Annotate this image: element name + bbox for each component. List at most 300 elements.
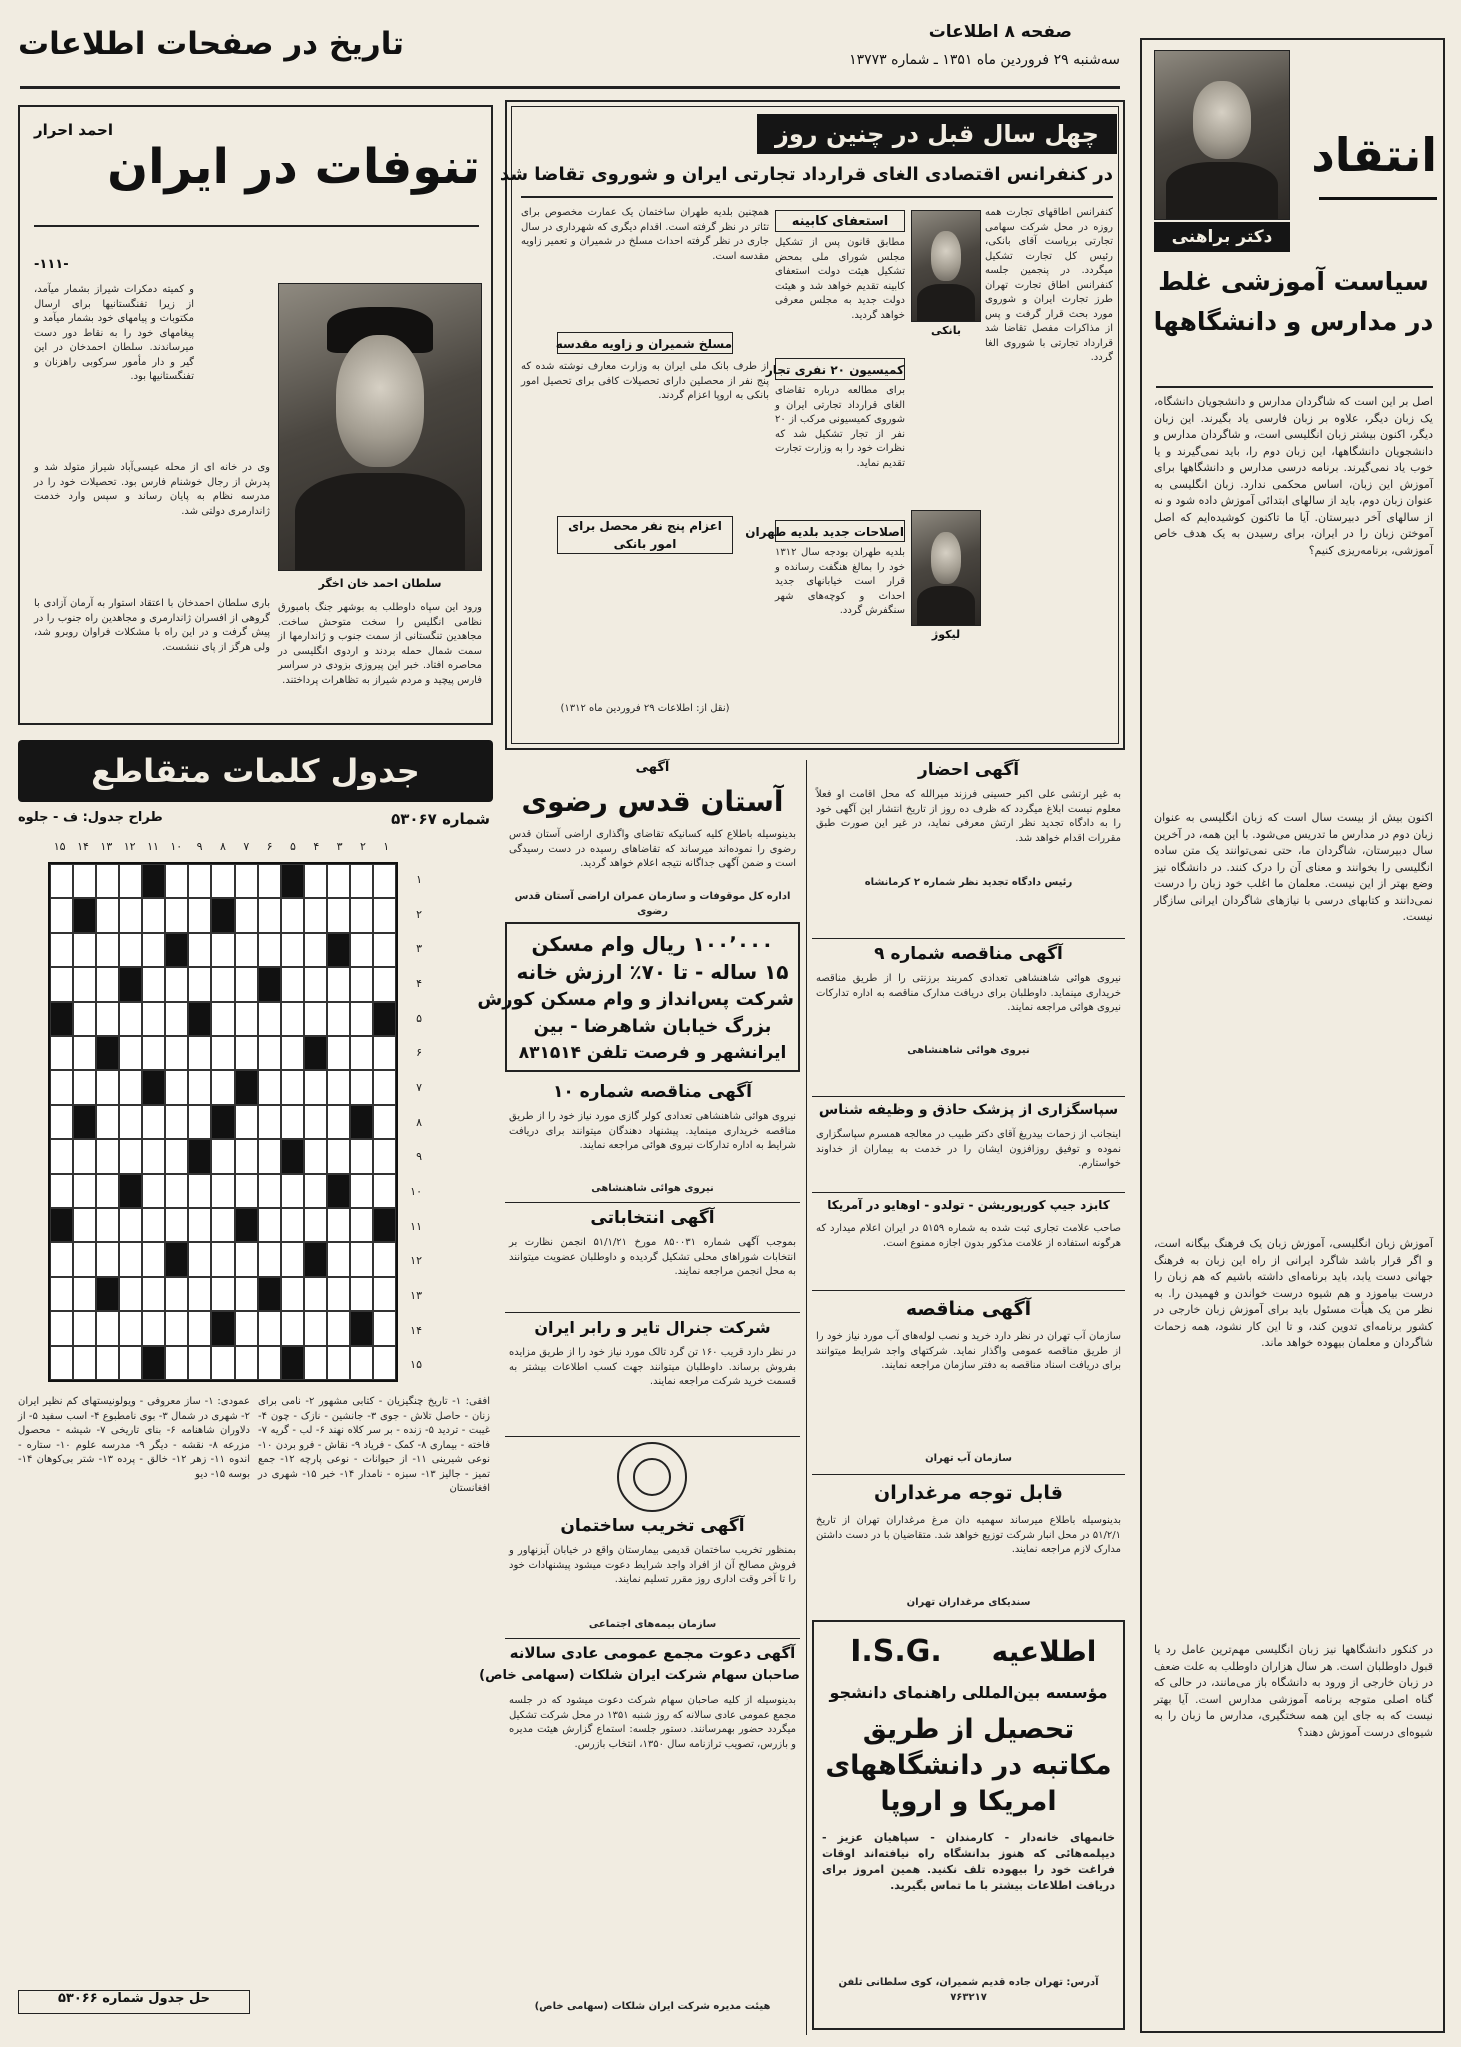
crossword-cell (165, 1346, 188, 1380)
ahrar-text-4: باری سلطان احمدخان با اعتقاد استوار به آرمان آزادی با گروهی از افسران ژاندارمری و مجاهدین راه جنوب را در پیش گرفت و در این راه با مشکلات فراوان روبرو شد، ولی هرگز از پای ننشست. (34, 598, 270, 653)
crossword-cell (258, 1036, 281, 1070)
crossword-black-cell (50, 1002, 73, 1036)
crossword-cell (73, 1174, 96, 1208)
crossword-cell (165, 1036, 188, 1070)
dispatch-text: از طرف بانک ملی ایران به وزارت معارف نوشته شده که پنج نفر از محصلین دارای تحصیلات کافی برای تحصیل امور بانکی به اروپا اعزام گردند. (521, 361, 769, 401)
crossword-cell (350, 1070, 373, 1104)
crossword-cell (281, 967, 304, 1001)
page-label: صفحه ۸ اطلاعات (928, 22, 1072, 42)
crossword-cell (350, 898, 373, 932)
crossword-cell (235, 1311, 258, 1345)
crossword-black-cell (50, 1208, 73, 1242)
crossword-cell (142, 1208, 165, 1242)
crossword-cell (327, 1070, 350, 1104)
crossword-cell (211, 1139, 234, 1173)
crossword-cell (350, 933, 373, 967)
crossword-cell (142, 933, 165, 967)
tender10-footer: نیروی هوائی شاهنشاهی (591, 1183, 714, 1194)
crossword-cell (142, 1036, 165, 1070)
reform-head: اصلاحات جدید بلدیه طهران (775, 520, 905, 542)
assembly-subtitle: صاحبان سهام شرکت ایران شلکات (سهامی خاص) (479, 1668, 800, 1683)
ahrar-title: تنوفات در ایران (107, 139, 480, 195)
crossword-cell (165, 1002, 188, 1036)
caption-banki: بانکی (931, 324, 961, 337)
crossword-cell (235, 1036, 258, 1070)
crossword-cell (165, 1208, 188, 1242)
crossword-cell (327, 967, 350, 1001)
crossword-cell (142, 1105, 165, 1139)
crossword-cell (304, 1277, 327, 1311)
crossword-black-cell (235, 1070, 258, 1104)
crossword-cell (258, 1208, 281, 1242)
crossword-black-cell (119, 1174, 142, 1208)
crossword-cell (235, 1105, 258, 1139)
crossword-cell (73, 1036, 96, 1070)
crossword-cell (327, 1242, 350, 1276)
isg-ad (812, 1620, 1125, 2030)
crossword-cell (211, 1070, 234, 1104)
crossword-cell (350, 967, 373, 1001)
crossword-cell (211, 864, 234, 898)
isg-address: آدرس: تهران جاده قدیم شمیران، کوی سلطانی تلفن ۷۶۳۲۱۷ (838, 1977, 1099, 2003)
crossword-cell (373, 1277, 396, 1311)
crossword-cell (165, 1311, 188, 1345)
crossword-cell (211, 1174, 234, 1208)
crossword-black-cell (350, 1311, 373, 1345)
crossword-cell (304, 1346, 327, 1380)
ads-column-left (477, 760, 800, 2035)
photo-likozh (911, 510, 981, 626)
crossword-cell (350, 1174, 373, 1208)
crossword-cell (50, 1174, 73, 1208)
crossword-black-cell (96, 1277, 119, 1311)
crossword-cell (96, 898, 119, 932)
summon-title: آگهی احضار (917, 760, 1020, 780)
crossword-cell (327, 1139, 350, 1173)
loan-line-4: بزرگ خیابان شاهرضا - بین (533, 1016, 772, 1037)
row-number: ۳ (416, 942, 422, 956)
crossword-cell (281, 1070, 304, 1104)
crossword-cell (142, 1174, 165, 1208)
summon-footer: رئیس دادگاه تجدید نظر شماره ۲ کرمانشاه (864, 877, 1073, 888)
crossword-cell (73, 864, 96, 898)
col-number: ۱۱ (147, 840, 159, 853)
row-number: ۴ (416, 976, 422, 990)
crossword-number: شماره ۵۳۰۶۷ (391, 810, 490, 828)
crossword-cell (350, 1242, 373, 1276)
crossword-cell (119, 1070, 142, 1104)
crossword-cell (258, 1002, 281, 1036)
crossword-black-cell (373, 1208, 396, 1242)
crossword-cell (350, 1002, 373, 1036)
crossword-cell (258, 1242, 281, 1276)
caption-likozh: لیکوژ (931, 628, 961, 641)
crossword-cell (350, 1346, 373, 1380)
assembly-title: آگهی دعوت مجمع عمومی عادی سالانه (509, 1644, 796, 1662)
col-number: ۳ (336, 840, 343, 853)
crossword-cell (304, 1070, 327, 1104)
crossword-cell (119, 1002, 142, 1036)
crossword-cell (142, 1277, 165, 1311)
quds-head: آگهی (635, 760, 670, 775)
quds-title: آستان قدس رضوی (521, 785, 784, 818)
ahrar-text-3: ورود این سپاه داوطلب به بوشهر جنگ بامبورق نظامی انگلیس را سخت متوحش ساخت. مجاهدین تنگستانی از سمت جنوب و ژاندارمها از سمت شمال حمله بردند و اردوی انگلیسی در محاصره افتاد. خبر این پیروزی بزودی در سراسر فارس پیچید و مردم شیراز به تظاهرات پرداختند. (278, 602, 482, 686)
crossword-cell (211, 1277, 234, 1311)
crossword-cell (304, 967, 327, 1001)
isg-subtitle: مؤسسه بین‌المللی راهنمای دانشجو (829, 1683, 1108, 1702)
crossword-cell (165, 1139, 188, 1173)
crossword-cell (188, 1346, 211, 1380)
col-number: ۱۰ (170, 840, 183, 853)
crossword-cell (235, 1277, 258, 1311)
ahrar-photo (278, 283, 482, 571)
crossword-cell (119, 1346, 142, 1380)
crossword-cell (235, 1346, 258, 1380)
crossword-cell (258, 1070, 281, 1104)
crossword-cell (373, 1036, 396, 1070)
ahrar-author: احمد احرار (34, 121, 113, 139)
isg-big-headline: تحصیل از طریق مکاتبه در دانشگاههای امریکا و اروپا (825, 1714, 1112, 1817)
crossword-cell (73, 1208, 96, 1242)
col-number: ۹ (196, 840, 203, 853)
intiqad-column (1140, 38, 1445, 2033)
crossword-cell (142, 1139, 165, 1173)
intiqad-body-2: اکنون بیش از بیست سال است که زبان انگلیسی به عنوان زبان دوم در مدارس ما تدریس می‌شود. با این همه، در آخرین سال دبیرستان، شاگردان ما، حتی نمی‌توانند یک متن ساده انگلیسی را بخوانند و معنای آن را درک کنند. در دانشگاه نیز وضع بهتر از این نیست. معلمان ما اغلب خود زبان را درست نمی‌دانند و کتابهای درسی با نیازهای شاگردان ایرانی سازگار نیست. (1154, 811, 1433, 923)
crossword-cell (211, 1208, 234, 1242)
crossword-cell (142, 967, 165, 1001)
row-number: ۶ (416, 1046, 422, 1060)
demolition-footer: سازمان بیمه‌های اجتماعی (588, 1619, 717, 1630)
column-numbers (48, 840, 398, 860)
crossword-cell (281, 1105, 304, 1139)
crossword-black-cell (142, 1346, 165, 1380)
tender-title: آگهی مناقصه (905, 1298, 1032, 1320)
tender10-text: نیروی هوائی شاهنشاهی تعدادی کولر گازی مورد نیاز خود را از طریق مناقصه خریداری مینماید. پیشنهاد دهندگان میتوانند برای دریافت شرایط به اداره تدارکات نیروی هوائی مراجعه نمایند. (509, 1111, 796, 1151)
intiqad-body-3: آموزش زبان انگلیسی، آموزش زبان یک فرهنگ بیگانه است، و اگر قرار باشد شاگرد ایرانی از راه این زبان به فرهنگ جهانی دست یابد، باید برنامه‌ای داشته باشیم که هم زبان را درست بیاموزد و هم شیوه درست خواندن و فهمیدن را. به نظر من یک هیأت مسئول باید برای آموزش زبان خارجی در کشور برنامه‌ای تدوین کند، و تا این کار نشود، همه زحمات شاگردان و معلمان بیهوده خواهد ماند. (1154, 1237, 1433, 1349)
poultry-footer: سندیکای مرغداران تهران (906, 1597, 1031, 1608)
row-number: ۱۳ (410, 1288, 422, 1302)
crossword-cell (235, 933, 258, 967)
crossword-cell (258, 898, 281, 932)
crossword-black-cell (211, 898, 234, 932)
crossword-cell (258, 864, 281, 898)
crossword-cell (165, 1277, 188, 1311)
crossword-cell (73, 933, 96, 967)
forty-years-box (499, 100, 1125, 750)
crossword-cell (188, 1242, 211, 1276)
col-number: ۱۲ (123, 840, 136, 853)
crossword-black-cell (73, 898, 96, 932)
loan-line-2: ۱۵ ساله - تا ۷۰٪ ارزش خانه (516, 960, 789, 984)
issue-date: سه‌شنبه ۲۹ فروردین ماه ۱۳۵۱ ـ شماره ۱۳۷۷۳ (849, 52, 1120, 68)
crossword-cell (119, 933, 142, 967)
crossword-cell (235, 967, 258, 1001)
col-number: ۱۴ (77, 840, 89, 853)
forty-years-subtitle: در کنفرانس اقتصادی الغای قرارداد تجارتی ایران و شوروی تقاضا شد (499, 164, 1113, 185)
crossword-cell (188, 1174, 211, 1208)
commission-head: کمیسیون ۲۰ نفری تجار (775, 358, 905, 380)
forty-years-intro: کنفرانس اطاقهای تجارت همه روزه در محل شرکت سهامی تجارتی بریاست آقای بانکی، رئیس کل تجارت تشکیل میگردد. در پنجمین جلسه کنفرانس اطاق تجارت تهران طرز تجارت ایران و شوروی مورد بحث قرار گرفت و پس از مذاکرات مفصل تقاضا شد قرارداد تجارتی با شوروی الغا گردد. (985, 207, 1113, 363)
col-number: ۱ (383, 840, 390, 853)
crossword-cell (350, 1139, 373, 1173)
crossword-cell (50, 898, 73, 932)
crossword-cell (304, 1105, 327, 1139)
intiqad-body-1: اصل بر این است که شاگردان مدارس و دانشجویان دانشگاه، یک زبان دیگر، علاوه بر زبان فارسی یاد بگیرند. این زبان دیگر، اکنون بیشتر زبان انگلیسی است، و شاگردان مدارس و دانشجویان دانشگاهها، این زبان دوم را، باید نمی‌گیرند و یا خوب یاد نمی‌گیرند. برنامه درسی مدارس و دانشگاهها برای آموزش این زبان، اساس محکمی ندارد. زبان انگلیسی به عنوان زبان دوم، باید از سالهای ابتدائی آموزش داده شود و نه از سالهای آخر دبیرستان. آیا ما تاکنون کوشیده‌ایم که اصل آموختن زبان را در ایران، برای رسیدن به یک هدف خاص آموزشی، برنامه‌ریزی کنیم؟ (1154, 395, 1433, 557)
row-number: ۱۰ (410, 1184, 422, 1198)
crossword-cell (50, 1346, 73, 1380)
section-title: تاریخ در صفحات اطلاعات (18, 26, 404, 62)
isg-text: خانمهای خانه‌دار - کارمندان - سپاهیان عزیز - دیپلمه‌هائی که هنوز بدانشگاه راه نیافته‌اند اوقات فراغت خود را بیهوده تلف نکنید. همین امروز برای دریافت اطلاعات بیشتر با ما تماس بگیرید. (822, 1831, 1115, 1892)
crossword-cell (119, 864, 142, 898)
col-number: ۷ (243, 840, 250, 853)
row-number: ۵ (416, 1011, 422, 1025)
demolition-text: بمنظور تخریب ساختمان قدیمی بیمارستان واقع در خیابان آیزنهاور و فروش مصالح آن از افراد واجد شرایط دعوت میشود پیشنهادات خود را تا آخر وقت اداری روز مقرر تسلیم نمایند. (509, 1545, 796, 1585)
cabinet-text: مطابق قانون پس از تشکیل مجلس شورای ملی بمحض تشکیل هیئت دولت استعفای کابینه تقدیم خواهد شد و هیئت دولت جدید به مجلس معرفی خواهد گردید. (775, 237, 905, 321)
crossword-cell (304, 1174, 327, 1208)
commission-text: برای مطالعه درباره تقاضای الغای قرارداد تجارتی ایران و شوروی کمیسیونی مرکب از ۲۰ نفر از تجار تشکیل شد که نظرات خود را به وزارت تجارت تقدیم نماید. (775, 385, 905, 469)
crossword-cell (281, 1311, 304, 1345)
quds-text: بدینوسیله باطلاع کلیه کسانیکه تقاضای واگذاری اراضی آستان قدس رضوی را نموده‌اند میرساند که تقاضاهای رسیده در دست رسیدگی است و ضمن آگهی جداگانه نتیجه اعلام خواهد گردید. (509, 829, 796, 869)
crossword-black-cell (350, 1105, 373, 1139)
crossword-cell (281, 1036, 304, 1070)
row-number: ۱ (416, 872, 422, 886)
crossword-cell (73, 1070, 96, 1104)
crossword-black-cell (211, 1311, 234, 1345)
crossword-cell (96, 1311, 119, 1345)
crossword-cell (96, 967, 119, 1001)
crossword-cell (165, 1105, 188, 1139)
crossword-cell (258, 1174, 281, 1208)
crossword-cell (119, 1311, 142, 1345)
crossword-cell (304, 1208, 327, 1242)
insurance-emblem (617, 1442, 687, 1512)
crossword-cell (50, 1277, 73, 1311)
assembly-footer: هیئت مدیره شرکت ایران شلکات (سهامی خاص) (534, 2001, 771, 2012)
crossword-cell (119, 1139, 142, 1173)
crossword-black-cell (142, 1070, 165, 1104)
crossword-cell (188, 933, 211, 967)
poultry-text: بدینوسیله باطلاع میرساند سهمیه دان مرغ مرغداران تهران از تاریخ ۵۱/۲/۱ در محل انبار شرکت توزیع خواهد شد. متقاضیان با در دست داشتن مدارک لازم مراجعه نمایند. (816, 1515, 1121, 1555)
crossword-cell (373, 933, 396, 967)
shemiran-head: مسلخ شمیران و زاویه مقدسه (557, 332, 733, 354)
crossword-black-cell (188, 1002, 211, 1036)
crossword-cell (73, 1346, 96, 1380)
crossword-cell (327, 1346, 350, 1380)
crossword-cell (50, 1070, 73, 1104)
header-rule (20, 86, 1120, 89)
crossword-cell (327, 1311, 350, 1345)
crossword-cell (96, 1208, 119, 1242)
crossword-cell (304, 1002, 327, 1036)
crossword-cell (142, 898, 165, 932)
isg-head: اطلاعیه (991, 1635, 1097, 1668)
crossword-black-cell (327, 933, 350, 967)
crossword-black-cell (165, 933, 188, 967)
crossword-cell (96, 864, 119, 898)
intiqad-body-4: در کنکور دانشگاهها نیز زبان انگلیسی مهم‌ترین عامل رد یا قبول داوطلبان است. هر سال هزاران داوطلب به علت ضعف در زبان خارجی از ورود به دانشگاه باز می‌مانند، در حالی که گناه اصلی متوجه برنامه آموزشی مدارس است. آیا بهتر نیست که به جای این همه سختگیری، مدارس ما زبان را به شیوه‌ای درست آموزش دهند؟ (1154, 1643, 1433, 1739)
crossword-cell (258, 1346, 281, 1380)
author-photo (1154, 50, 1290, 220)
crossword-cell (188, 967, 211, 1001)
jeep-text: صاحب علامت تجاری ثبت شده به شماره ۵۱۵۹ در ایران اعلام میدارد که هرگونه استفاده از علامت مذکور بدون اجازه ممنوع است. (816, 1223, 1121, 1249)
crossword-cell (211, 933, 234, 967)
crossword-cell (165, 967, 188, 1001)
col-number: ۵ (289, 840, 296, 853)
ahrar-photo-caption: سلطان احمد خان اخگر (318, 577, 442, 590)
election-text: بموجب آگهی شماره ۸۵۰۰۳۱ مورخ ۵۱/۱/۲۱ انجمن نظارت بر انتخابات شوراهای محلی تشکیل گردیده و داوطلبان عضویت میتوانند به محل انجمن مراجعه نمایند. (509, 1237, 796, 1277)
crossword-cell (50, 1242, 73, 1276)
crossword-cell (96, 1139, 119, 1173)
dispatch-head: اعزام پنج نفر محصل برای امور بانکی (557, 516, 733, 554)
tender-text: سازمان آب تهران در نظر دارد خرید و نصب لوله‌های آب مورد نیاز خود را از طریق مناقصه عمومی واگذار نماید. شرکتهای واجد شرایط میتوانند برای دریافت اسناد مناقصه به دفتر سازمان مراجعه نمایند. (816, 1331, 1121, 1371)
crossword-cell (165, 1070, 188, 1104)
loan-line-5: ایرانشهر و فرصت تلفن ۸۳۱۵۱۴ (518, 1043, 787, 1063)
crossword-cell (96, 933, 119, 967)
jeep-title: کابزد جیپ کورپوریشن - تولدو - اوهایو در آمریکا (827, 1198, 1110, 1212)
crossword-black-cell (258, 1277, 281, 1311)
clues-down: عمودی: ۱- ساز معروفی - ویولونیستهای کم نظیر ایران ۲- شهری در شمال ۳- بوی نامطبوع ۴- اسب سفید ۵- از دلاوران شاهنامه ۶- بنای تاریخی ۷- شیشه - محصول مزرعه ۸- نقشه - دیگر ۹- مدرسه علوم ۱۰- ستاره - اندوه ۱۱- زهر ۱۲- خالق - پرده ۱۳- شتر بی‌کوهان ۱۴- بوسه ۱۵- دیو (18, 1396, 250, 1480)
crossword-cell (304, 898, 327, 932)
crossword-cell (96, 1105, 119, 1139)
clues-across: افقی: ۱- تاریخ چنگیزیان - کتابی مشهور ۲- نامی برای زنان - حاصل تلاش - جوی ۳- جانشین - نازک - چون ۴- غیبت - تردید ۵- زنده - بر سر کلاه نهند ۶- لب - گریه ۷- فاخته - بیماری ۸- کمک - فریاد ۹- نقاش - فرو بردن ۱۰- نوعی شیرینی ۱۱- از حیوانات - نوعی پارچه ۱۲- جمع تمیز - جالیز ۱۳- سبزه - نامدار ۱۴- خبر ۱۵- شهری در افغانستان (258, 1396, 490, 1494)
crossword-cell (188, 1070, 211, 1104)
crossword-cell (327, 898, 350, 932)
crossword-cell (327, 1036, 350, 1070)
crossword-cell (211, 1002, 234, 1036)
ads-column-mid (812, 760, 1125, 2035)
crossword-cell (73, 967, 96, 1001)
crossword-black-cell (188, 1139, 211, 1173)
crossword-grid (48, 862, 398, 1382)
author-name: دکتر براهنی (1154, 222, 1290, 252)
photo-banki (911, 210, 981, 322)
headline-rule (1156, 386, 1433, 388)
crossword-cell (281, 1174, 304, 1208)
col-number: ۱۳ (100, 840, 113, 853)
crossword-cell (373, 1311, 396, 1345)
crossword-cell (281, 1002, 304, 1036)
loan-ad (477, 922, 800, 1072)
election-title: آگهی انتخاباتی (590, 1208, 715, 1228)
crossword-cell (96, 1002, 119, 1036)
crossword-cell (258, 1105, 281, 1139)
crossword-cell (50, 967, 73, 1001)
crossword-cell (96, 1070, 119, 1104)
crossword-cell (119, 1105, 142, 1139)
crossword-cell (50, 1311, 73, 1345)
crossword-cell (73, 1002, 96, 1036)
assembly-text: بدینوسیله از کلیه صاحبان سهام شرکت دعوت میشود که در جلسه مجمع عمومی عادی سالانه که روز شنبه ۱۳۵۱ در محل شرکت تشکیل میگردد حضور بهمرسانند. دستور جلسه: استماع گزارش هیئت مدیره و بازرس، تصویب ترازنامه سال ۱۳۵۰، انتخاب بازرس. (509, 1695, 796, 1750)
row-number: ۱۱ (410, 1219, 422, 1233)
crossword-black-cell (73, 1105, 96, 1139)
row-number: ۱۴ (410, 1323, 422, 1337)
row-number: ۱۲ (410, 1254, 422, 1268)
crossword-cell (373, 967, 396, 1001)
quds-footer: اداره کل موقوفات و سازمان عمران اراضی آستان قدس رضوی (514, 891, 791, 917)
isg-logo: I.S.G. (850, 1634, 942, 1669)
col-number: ۱۵ (53, 840, 66, 853)
crossword-black-cell (304, 1242, 327, 1276)
row-number: ۹ (416, 1150, 422, 1164)
demolition-title: آگهی تخریب ساختمان (560, 1516, 745, 1536)
crossword-cell (373, 1105, 396, 1139)
tire-title: شرکت جنرال تایر و رابر ایران (534, 1318, 771, 1337)
col-number: ۸ (220, 840, 226, 853)
crossword-section (18, 740, 493, 2035)
crossword-cell (373, 1346, 396, 1380)
crossword-black-cell (258, 967, 281, 1001)
crossword-cell (304, 1139, 327, 1173)
crossword-cell (327, 1105, 350, 1139)
crossword-cell (96, 1174, 119, 1208)
col-number: ۶ (266, 840, 273, 853)
crossword-cell (188, 1105, 211, 1139)
crossword-cell (304, 864, 327, 898)
summon-text: به غیر ارتشی علی اکبر حسینی فرزند میرالله که محل اقامت او فعلاً معلوم نیست ابلاغ میگردد که ظرف ده روز از تاریخ انتشار این آگهی خود را به دادگاه تجدید نظر ارتش معرفی نماید، در غیر این صورت طبق مقررات اقدام خواهد شد. (816, 789, 1121, 844)
forty-years-banner: چهل سال قبل در چنین روز (757, 114, 1117, 154)
crossword-cell (327, 864, 350, 898)
crossword-cell (165, 1174, 188, 1208)
crossword-cell (119, 1242, 142, 1276)
crossword-cell (211, 1346, 234, 1380)
ahrar-box (18, 105, 493, 725)
crossword-cell (350, 864, 373, 898)
crossword-cell (235, 1174, 258, 1208)
crossword-cell (50, 1036, 73, 1070)
crossword-cell (142, 1002, 165, 1036)
crossword-cell (350, 1277, 373, 1311)
tender9-text: نیروی هوائی شاهنشاهی تعدادی کمربند برزنتی را از طریق مناقصه خریداری مینماید. داوطلبان برای دریافت مدارک مناقصه به اداره تدارکات نیروی هوائی مراجعه نمایند. (816, 973, 1121, 1013)
crossword-designer: طراح جدول: ف - جلوه (18, 810, 163, 825)
reform-text: بلدیه طهران بودجه سال ۱۳۱۲ خود را بمالغ هنگفت رسانده و قرار است خیابانهای جدید احداث و کوچه‌های شهر سنگفرش گردد. (775, 547, 905, 616)
col-number: ۲ (359, 840, 366, 853)
crossword-cell (142, 1242, 165, 1276)
crossword-cell (211, 1242, 234, 1276)
crossword-cell (327, 1002, 350, 1036)
crossword-cell (327, 1277, 350, 1311)
crossword-cell (119, 1208, 142, 1242)
doctor-text: اینجانب از زحمات بیدریغ آقای دکتر طبیب در معالجه همسرم سپاسگزاری نموده و توفیق روزافزون ایشان را در خدمت به بیماران از خداوند خواستارم. (816, 1129, 1121, 1169)
crossword-cell (211, 1036, 234, 1070)
crossword-cell (281, 1208, 304, 1242)
crossword-cell (188, 1208, 211, 1242)
crossword-black-cell (142, 864, 165, 898)
crossword-cell (281, 1242, 304, 1276)
intiqad-headline: سیاست آموزشی غلط در مدارس و دانشگاهها (1153, 267, 1434, 336)
crossword-cell (50, 933, 73, 967)
crossword-cell (188, 1311, 211, 1345)
crossword-cell (235, 1242, 258, 1276)
shemiran-text: همچنین بلدیه طهران ساختمان یک عمارت مخصوص برای تئاتر در نظر گرفته است. اقدام دیگری که شهرداری در سال جاری در نظر گرفته احداث مسلخ در شمیران و تعمیر زاویه مقدسه است. (521, 207, 769, 262)
crossword-banner: جدول کلمات متقاطع (18, 740, 493, 802)
crossword-cell (281, 933, 304, 967)
crossword-cell (373, 864, 396, 898)
crossword-black-cell (281, 1346, 304, 1380)
tender-footer: سازمان آب تهران (925, 1453, 1012, 1464)
crossword-cell (373, 1139, 396, 1173)
crossword-cell (73, 1139, 96, 1173)
crossword-cell (373, 1242, 396, 1276)
crossword-cell (235, 864, 258, 898)
crossword-cell (50, 1105, 73, 1139)
crossword-cell (304, 1311, 327, 1345)
crossword-black-cell (304, 1036, 327, 1070)
crossword-cell (142, 1311, 165, 1345)
crossword-black-cell (373, 1002, 396, 1036)
crossword-cell (188, 864, 211, 898)
crossword-black-cell (165, 1242, 188, 1276)
crossword-cell (119, 1036, 142, 1070)
